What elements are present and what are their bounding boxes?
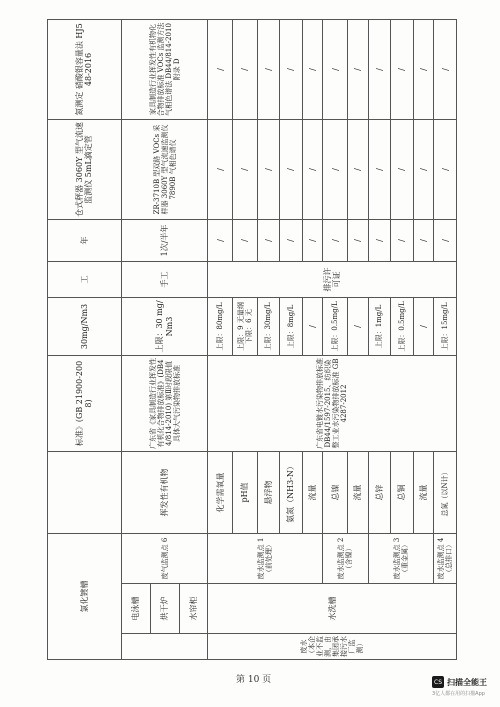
cell-item-name: 流量 bbox=[413, 451, 434, 533]
cell-item-limit: 上限：8mg/L bbox=[280, 297, 303, 355]
cell-item-name: 总镍 bbox=[323, 451, 348, 533]
cell-item-limit: 上限：80mg/L bbox=[208, 297, 233, 355]
cell-slash: / bbox=[368, 219, 391, 261]
table-row bbox=[434, 19, 457, 659]
cell-slash: / bbox=[434, 19, 457, 119]
cell-discharge: 排污许可证 bbox=[208, 261, 457, 297]
rotated-table-wrapper bbox=[47, 20, 457, 660]
cell-slash: / bbox=[391, 219, 414, 261]
cell-item-name: pH值 bbox=[232, 451, 257, 533]
page-number: 第 10 页 bbox=[236, 675, 272, 685]
cell-slash: / bbox=[302, 19, 323, 119]
cell-item-limit: 上限：0.5mg/L bbox=[391, 297, 414, 355]
cell-point2: 废水监测点 2（含镍） bbox=[323, 533, 368, 583]
table-row bbox=[48, 19, 122, 659]
cell-item-name: 总锌 bbox=[368, 451, 391, 533]
cell-slash: / bbox=[323, 219, 348, 261]
cell-item-limit: 上限：15mg/L bbox=[434, 297, 457, 355]
cell-category: 氯化镀槽 bbox=[48, 533, 122, 659]
cell-item-name: 化学需氧量 bbox=[208, 451, 233, 533]
table-row bbox=[323, 19, 348, 659]
cell-item-name: 氨氮（NH3-N） bbox=[280, 451, 303, 533]
table-row bbox=[121, 19, 150, 659]
cell-slash: / bbox=[280, 119, 303, 219]
cell-slash: / bbox=[232, 119, 257, 219]
cell-slash: / bbox=[302, 119, 323, 219]
cell-slash: / bbox=[257, 219, 280, 261]
cell-item-limit: / bbox=[413, 297, 434, 355]
cell-item-name: 悬浮物 bbox=[257, 451, 280, 533]
cell-wash-water: 水洗槽 bbox=[208, 584, 457, 634]
brand-slogan: 3亿人都在用的扫描App bbox=[432, 691, 485, 697]
cell-instrument: 仓式秤器 3060Y 型气流速监测仪 5mL滴定管 bbox=[48, 119, 122, 219]
cell-honggan: 烘干炉 bbox=[150, 584, 179, 634]
cell-blank bbox=[121, 634, 207, 660]
cell-standard: 标准》(GB 21900-2008) bbox=[48, 355, 122, 451]
cell-item-limit: 上限：0.5mg/L bbox=[323, 297, 348, 355]
cell-slash: / bbox=[208, 19, 233, 119]
cell-slash: / bbox=[347, 219, 368, 261]
cell-voc-c1: 手工 bbox=[121, 261, 207, 297]
cell-point1: 废水监测点 1（前处理） bbox=[208, 533, 323, 583]
monitoring-table bbox=[47, 19, 457, 660]
cell-empty bbox=[48, 451, 122, 533]
cell-voc: 挥发性有机物 bbox=[121, 451, 207, 533]
cell-item-name: 总氮（以N计） bbox=[434, 451, 457, 533]
cell-water-standard: 广东省电镀水污染物排放标准 DB44/1597-2015、纺织染整工业水污染物排放标准 GB 4287-2012 bbox=[208, 355, 457, 451]
camscanner-logo-icon: CS bbox=[432, 676, 444, 688]
cell-slash: / bbox=[347, 119, 368, 219]
cell-voc-limit: 上限：30 mg/Nm3 bbox=[121, 297, 207, 355]
cell-voc-standard: 广东省《家具制造行业挥发性有机化合物排放标准》(DB44/814-2010) 第Ⅱ时段限值具体大气污染物排放标准 bbox=[121, 355, 207, 451]
cell-slash: / bbox=[208, 219, 233, 261]
cell-item-limit: 上限：1mg/L bbox=[368, 297, 391, 355]
cell-slash: / bbox=[302, 219, 323, 261]
cell-voc-freq: 1次/半年 bbox=[121, 219, 207, 261]
cell-item-name: 流量 bbox=[302, 451, 323, 533]
cell-slash: / bbox=[368, 119, 391, 219]
cell-slash: / bbox=[280, 19, 303, 119]
cell-voc-method: 家具制造行业挥发性有机物化合物排放标准 VOCs 监测方法 气相色谱法 DB44/814-2010 附录 D bbox=[121, 19, 207, 119]
cell-slash: / bbox=[413, 219, 434, 261]
cell-dianyong: 电泳槽 bbox=[121, 584, 150, 634]
cell-slash: / bbox=[280, 219, 303, 261]
cell-limit: 30mg/Nm3 bbox=[48, 297, 122, 355]
cell-point4: 废水监测点 4（总排口） bbox=[434, 533, 457, 583]
scanner-brand bbox=[432, 676, 487, 688]
cell-slash: / bbox=[413, 19, 434, 119]
cell-slash: / bbox=[257, 19, 280, 119]
cell-slash: / bbox=[347, 19, 368, 119]
cell-water-group: 废水（本企业不监测，由集团承接污水厂监测） bbox=[208, 634, 457, 660]
cell-slash: / bbox=[257, 119, 280, 219]
cell-slash: / bbox=[391, 119, 414, 219]
cell-waste-gas-point: 废气监测点 6 bbox=[121, 533, 207, 583]
cell-c1: 工 bbox=[48, 261, 122, 297]
cell-voc-instrument: ZR-3710B 型双路 VOCs 采样器 3060Y 型气流速监测仪 7890B 气相色谱仪 bbox=[121, 119, 207, 219]
cell-item-limit: 上限：9 无量纲 下限：6 无 bbox=[232, 297, 257, 355]
table-row bbox=[368, 19, 391, 659]
cell-item-name: 总铜 bbox=[391, 451, 414, 533]
cell-item-limit: 上限：30mg/L bbox=[257, 297, 280, 355]
cell-point3: 废水监测点 3（重金属） bbox=[368, 533, 434, 583]
cell-slash: / bbox=[208, 119, 233, 219]
table-row bbox=[208, 19, 233, 659]
cell-slash: / bbox=[323, 119, 348, 219]
cell-slash: / bbox=[434, 119, 457, 219]
cell-slash: / bbox=[391, 19, 414, 119]
cell-freq: 年 bbox=[48, 219, 122, 261]
cell-slash: / bbox=[368, 19, 391, 119]
cell-slash: / bbox=[232, 219, 257, 261]
cell-shuixili: 水帘柜 bbox=[179, 584, 208, 634]
cell-item-name: 流量 bbox=[347, 451, 368, 533]
cell-item-limit: / bbox=[302, 297, 323, 355]
cell-item-limit: / bbox=[347, 297, 368, 355]
cell-slash: / bbox=[323, 19, 348, 119]
cell-slash: / bbox=[434, 219, 457, 261]
brand-name: 扫描全能王 bbox=[447, 677, 487, 687]
cell-method: 氮测定 硝酸银容量法 HJ548-2016 bbox=[48, 19, 122, 119]
cell-slash: / bbox=[232, 19, 257, 119]
cell-slash: / bbox=[413, 119, 434, 219]
